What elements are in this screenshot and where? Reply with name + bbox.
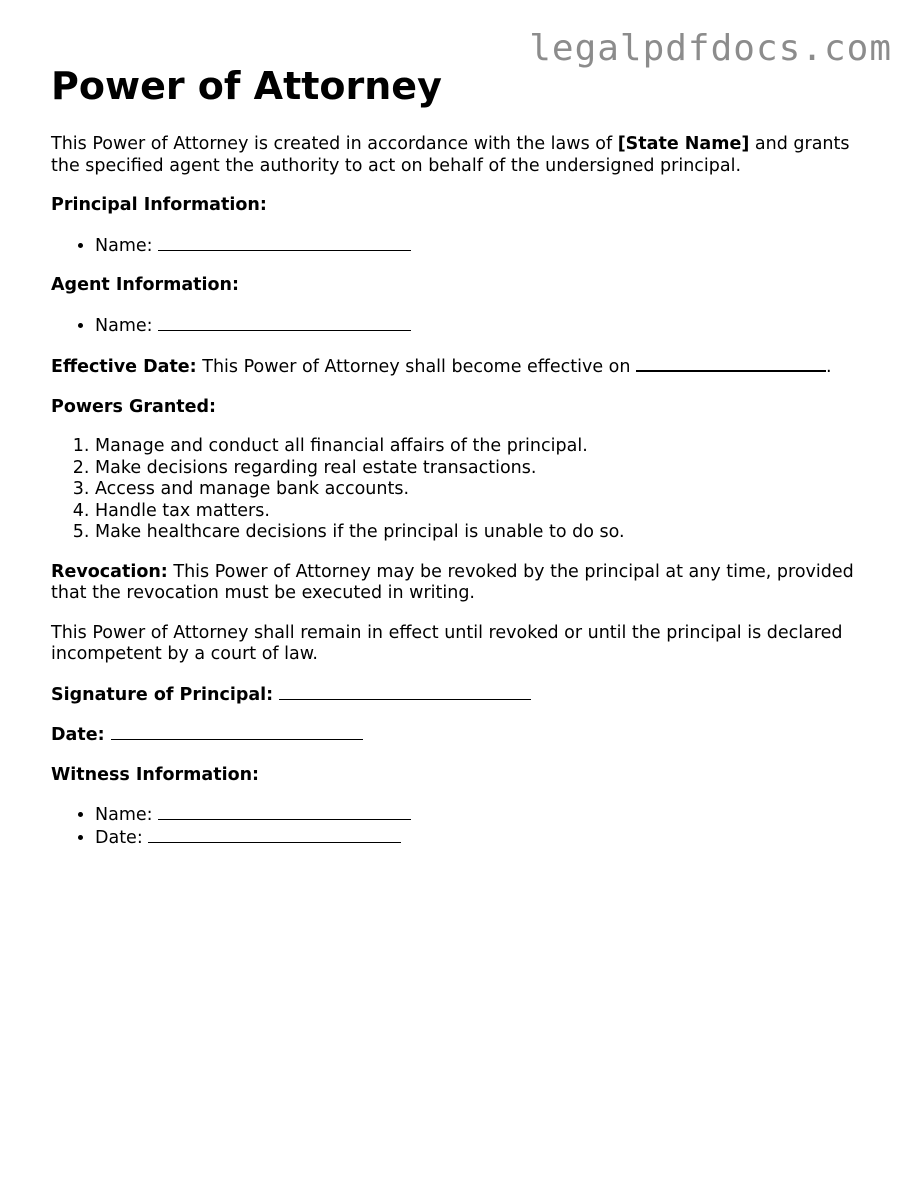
intro-text-before: This Power of Attorney is created in accordance with the laws of xyxy=(51,134,618,154)
witness-heading: Witness Information: xyxy=(51,764,260,785)
signature-line xyxy=(51,684,881,707)
list-item: 3. Access and manage bank accounts. xyxy=(95,479,881,501)
revocation-label: Revocation: xyxy=(51,561,168,582)
document-body xyxy=(51,62,881,867)
signature-label: Signature of Principal: xyxy=(51,684,280,705)
effective-date-field[interactable] xyxy=(636,355,826,372)
agent-name-item xyxy=(95,315,881,338)
agent-name-field[interactable] xyxy=(158,315,411,331)
document-title: Power of Attorney xyxy=(51,64,442,108)
agent-heading: Agent Information: xyxy=(51,275,239,295)
witness-name-field[interactable] xyxy=(158,804,411,820)
list-item: 4. Handle tax matters. xyxy=(95,501,881,523)
witness-name-label: Name: xyxy=(95,805,159,825)
principal-name-item xyxy=(95,235,881,258)
state-name-placeholder: [State Name] xyxy=(617,134,750,154)
powers-list xyxy=(51,436,881,544)
witness-name-item xyxy=(95,804,881,827)
witness-date-field[interactable] xyxy=(148,827,401,843)
principal-list xyxy=(51,235,881,258)
watermark-logo: legalpdfdocs.com xyxy=(529,28,892,69)
intro-paragraph xyxy=(51,134,881,177)
list-item: 1. Manage and conduct all financial affairs of the principal. xyxy=(95,436,881,458)
agent-name-label: Name: xyxy=(95,315,159,336)
effective-date-label: Effective Date: xyxy=(51,357,197,377)
duration-paragraph: This Power of Attorney shall remain in effect until revoked or until the principal is declared incompetent by a court of law. xyxy=(51,622,843,664)
principal-heading: Principal Information: xyxy=(51,195,267,215)
revocation-paragraph xyxy=(51,562,881,605)
date-label: Date: xyxy=(51,725,111,745)
witness-date-label: Date: xyxy=(95,827,149,848)
date-field[interactable] xyxy=(111,724,363,740)
intro-text-after: and grants the specified agent the authority to act on behalf of the undersigned principal. xyxy=(51,134,850,176)
agent-list xyxy=(51,315,881,338)
effective-date-paragraph: Effective Date: This Power of Attorney shall become effective on . xyxy=(51,357,832,377)
principal-name-label: Name: xyxy=(95,235,159,256)
witness-date-item xyxy=(95,827,881,850)
list-item: 5. Make healthcare decisions if the principal is unable to do so. xyxy=(95,522,881,544)
effective-date-text: This Power of Attorney shall become effective on xyxy=(196,357,637,377)
principal-name-field[interactable] xyxy=(158,235,411,251)
signature-field[interactable] xyxy=(279,684,531,700)
witness-list xyxy=(51,804,881,849)
powers-heading: Powers Granted: xyxy=(51,396,217,417)
revocation-text: This Power of Attorney may be revoked by the principal at any time, provided that the revocation must be executed in writing. xyxy=(51,561,854,603)
list-item: 2. Make decisions regarding real estate transactions. xyxy=(95,458,881,480)
date-line xyxy=(51,724,881,747)
